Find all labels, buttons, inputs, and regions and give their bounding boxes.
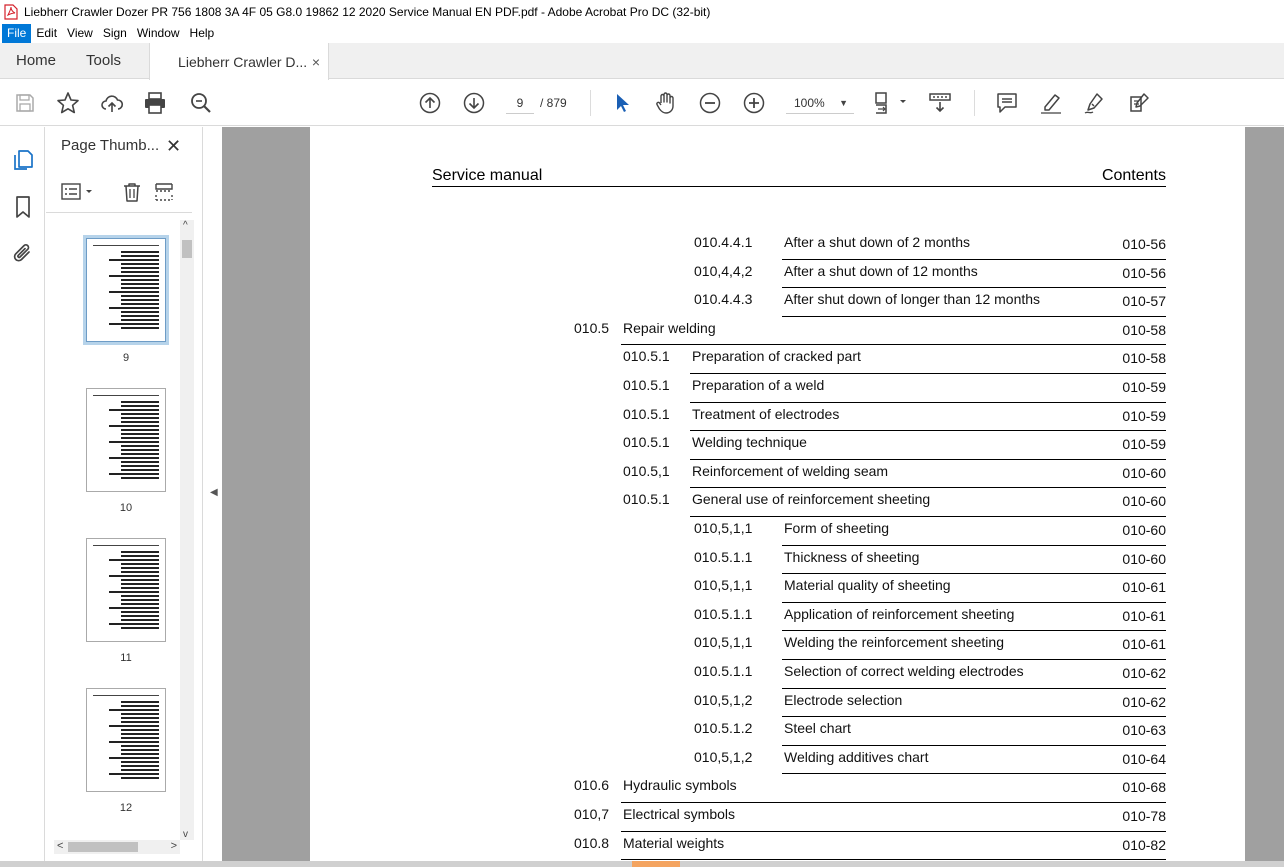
toc-page-number: 010-57 xyxy=(1122,293,1166,310)
upload-cloud-icon[interactable] xyxy=(100,91,124,115)
scroll-mode-icon[interactable] xyxy=(928,91,952,115)
left-navigation-rail xyxy=(0,127,45,867)
toc-section-title: Electrode selection xyxy=(784,691,903,708)
bookmark-star-icon[interactable] xyxy=(56,91,80,115)
toc-section-title: Material weights xyxy=(623,834,725,851)
acrobat-logo-icon xyxy=(4,4,18,20)
toc-section-number: 010,5,1,1 xyxy=(694,520,753,536)
toc-rule xyxy=(621,859,1166,860)
toc-entry[interactable] xyxy=(694,689,1166,718)
attachments-icon[interactable] xyxy=(11,241,35,265)
toc-section-number: 010.5.1.2 xyxy=(694,720,753,737)
toc-page-number: 010-59 xyxy=(1122,379,1166,395)
thumbnail-vertical-scrollbar[interactable] xyxy=(180,220,194,840)
zoom-level-select[interactable] xyxy=(786,92,854,114)
toc-entry[interactable] xyxy=(694,517,1166,546)
toc-section-number: 010.5.1 xyxy=(623,377,670,393)
toc-entry[interactable] xyxy=(694,746,1166,775)
toc-page-number: 010-62 xyxy=(1122,693,1166,710)
tab-close-icon[interactable]: × xyxy=(311,53,321,70)
toc-section-title: Electrical symbols xyxy=(623,806,736,822)
toc-page-number: 010-59 xyxy=(1122,436,1166,453)
toc-section-number: 010.5.1 xyxy=(623,348,670,365)
toc-entry[interactable] xyxy=(623,488,1166,517)
menu-sign[interactable]: Sign xyxy=(102,26,127,40)
toc-section-number: 010.5.1.1 xyxy=(694,605,753,622)
toc-section-number: 010,5,1,1 xyxy=(694,577,753,594)
scrollbar-thumb[interactable] xyxy=(68,842,138,852)
toc-page-number: 010-62 xyxy=(1122,665,1166,681)
header-left: Service manual xyxy=(432,167,543,184)
toc-section-number: 010.5.1 xyxy=(623,491,670,508)
toc-page-number: 010-63 xyxy=(1122,722,1166,739)
main-toolbar xyxy=(0,80,1284,126)
page-thumbnails-icon[interactable] xyxy=(11,147,35,171)
toc-section-title: Form of sheeting xyxy=(784,520,890,536)
menu-view[interactable]: View xyxy=(67,26,93,40)
toc-page-number: 010-78 xyxy=(1122,808,1166,824)
toc-section-number: 010,5,1,2 xyxy=(694,748,753,765)
toc-section-number: 010.4.4.1 xyxy=(694,234,753,250)
toc-page-number: 010-60 xyxy=(1122,464,1166,481)
toc-entry[interactable] xyxy=(694,231,1166,260)
toc-section-title: Treatment of electrodes xyxy=(692,405,840,422)
thumbnail-toolbar xyxy=(46,175,192,213)
save-icon[interactable] xyxy=(13,91,37,115)
close-icon[interactable]: ✕ xyxy=(166,136,182,156)
thumbnail-list[interactable] xyxy=(46,220,180,840)
document-view[interactable] xyxy=(222,127,1284,867)
toc-entry[interactable] xyxy=(694,260,1166,289)
toc-section-title: Steel chart xyxy=(784,720,851,737)
scroll-up-icon[interactable]: ^ xyxy=(183,220,188,231)
toc-entry[interactable] xyxy=(694,546,1166,575)
toc-entry[interactable] xyxy=(623,345,1166,374)
page-thumbnail-9[interactable] xyxy=(86,238,166,342)
menu-file[interactable]: File xyxy=(2,24,31,43)
thumbnail-page-number: 9 xyxy=(122,352,130,364)
toc-section-number: 010,5,1,1 xyxy=(694,634,753,651)
page-display-icon[interactable] xyxy=(874,91,908,115)
toc-page-number: 010-60 xyxy=(1122,550,1166,567)
toc-section-title: Application of reinforcement sheeting xyxy=(784,605,1015,622)
toc-entry[interactable] xyxy=(694,717,1166,746)
toc-section-title: Selection of correct welding electrodes xyxy=(784,663,1024,679)
toc-section-title: After shut down of longer than 12 months xyxy=(784,291,1041,308)
collapse-panel-icon[interactable]: ◀ xyxy=(210,487,218,498)
hand-tool-icon[interactable] xyxy=(654,91,678,115)
toc-page-number: 010-68 xyxy=(1122,779,1166,796)
toc-page-number: 010-82 xyxy=(1122,836,1166,853)
toc-section-title: Hydraulic symbols xyxy=(623,777,737,794)
menu-edit[interactable]: Edit xyxy=(36,26,58,40)
toc-section-number: 010.5.1 xyxy=(623,405,670,422)
thumbnail-page-number: 11 xyxy=(120,652,132,664)
toc-page-number: 010-60 xyxy=(1122,493,1166,510)
toc-entry[interactable] xyxy=(574,803,1166,832)
toc-entry[interactable] xyxy=(574,317,1166,346)
toc-entry[interactable] xyxy=(694,574,1166,603)
tab-document[interactable] xyxy=(149,43,329,80)
select-cursor-icon[interactable] xyxy=(610,91,634,115)
toc-section-number: 010.6 xyxy=(574,777,610,794)
bookmarks-icon[interactable] xyxy=(11,195,35,219)
toc-section-number: 010,4,4,2 xyxy=(694,262,753,279)
window-title: Liebherr Crawler Dozer PR 756 1808 3A 4F 05 G8.0 19862 12 2020 Service Manual EN PDF.pdf - Adobe Acrobat Pro DC (32-bit) xyxy=(24,5,711,19)
scrollbar-thumb[interactable] xyxy=(182,240,192,258)
toc-section-number: 010.8 xyxy=(574,834,610,851)
toc-section-number: 010.5 xyxy=(574,319,610,336)
sign-pen-icon[interactable] xyxy=(1083,91,1107,115)
toc-entry[interactable] xyxy=(694,288,1166,317)
zoom-in-icon[interactable] xyxy=(742,91,766,115)
pdf-page xyxy=(310,127,1245,867)
toc-entry[interactable] xyxy=(623,431,1166,460)
scrollbar-thumb[interactable] xyxy=(632,861,680,867)
toc-section-number: 010,7 xyxy=(574,806,610,822)
print-icon[interactable] xyxy=(143,91,167,115)
thumbnail-page-number: 12 xyxy=(119,802,133,814)
scroll-left-icon[interactable]: < xyxy=(57,840,64,852)
toc-section-title: Preparation of a weld xyxy=(692,377,825,393)
toc-section-title: Repair welding xyxy=(623,319,716,336)
scroll-down-icon[interactable]: v xyxy=(183,829,188,840)
tab-home[interactable]: Home xyxy=(16,52,57,69)
toc-page-number: 010-61 xyxy=(1122,636,1166,653)
next-page-icon[interactable] xyxy=(462,91,486,115)
zoom-out-icon[interactable] xyxy=(698,91,722,115)
comment-icon[interactable] xyxy=(995,91,1019,115)
toc-section-title: After a shut down of 12 months xyxy=(784,262,978,279)
page-thumbnails-panel xyxy=(46,127,202,867)
toc-entry[interactable] xyxy=(623,374,1166,403)
page-number-input[interactable] xyxy=(506,92,534,114)
toc-entry[interactable] xyxy=(694,631,1166,660)
toc-section-title: Welding the reinforcement sheeting xyxy=(784,634,1004,651)
toolbar-divider xyxy=(590,90,591,116)
toc-page-number: 010-56 xyxy=(1122,236,1166,252)
toc-section-number: 010.5.1.1 xyxy=(694,663,753,679)
tab-document-label: Liebherr Crawler D... xyxy=(178,53,308,70)
toc-section-number: 010.5.1.1 xyxy=(694,548,753,565)
toc-section-title: General use of reinforcement sheeting xyxy=(692,491,931,508)
panel-title: Page Thumb... xyxy=(61,137,160,154)
menu-bar xyxy=(0,24,1284,43)
toolbar-divider xyxy=(974,90,975,116)
tab-tools[interactable]: Tools xyxy=(86,52,122,69)
tab-bar xyxy=(0,43,1284,79)
menu-window[interactable]: Window xyxy=(136,26,180,40)
toc-section-title: Reinforcement of welding seam xyxy=(692,462,889,479)
toc-page-number: 010-60 xyxy=(1122,522,1166,538)
thumbnail-options-icon[interactable] xyxy=(60,180,96,204)
toc-entry[interactable] xyxy=(694,603,1166,632)
thumbnail-page-number: 10 xyxy=(119,502,133,514)
toc-section-number: 010,5,1,2 xyxy=(694,691,753,708)
toc-page-number: 010-64 xyxy=(1122,750,1166,767)
bottom-scrollbar[interactable] xyxy=(0,861,1284,867)
toc-page-number: 010-61 xyxy=(1122,579,1166,596)
toc-entry[interactable] xyxy=(694,660,1166,689)
toc-section-number: 010.5.1 xyxy=(623,434,670,451)
menu-help[interactable]: Help xyxy=(189,26,215,40)
toc-page-number: 010-61 xyxy=(1122,607,1166,624)
scroll-right-icon[interactable]: > xyxy=(170,840,177,852)
replace-pages-icon[interactable] xyxy=(152,180,176,204)
toc-page-number: 010-58 xyxy=(1122,350,1166,367)
toc-entry[interactable] xyxy=(574,832,1166,861)
page-thumbnail-10[interactable] xyxy=(86,388,166,492)
toc-section-title: Welding technique xyxy=(692,434,807,451)
highlight-pen-icon[interactable] xyxy=(1039,91,1063,115)
delete-icon[interactable] xyxy=(120,180,144,204)
toc-section-title: Material quality of sheeting xyxy=(784,577,951,594)
page-thumbnail-11[interactable] xyxy=(86,538,166,642)
toc-section-number: 010.4.4.3 xyxy=(694,291,753,308)
page-total: / 879 xyxy=(540,96,567,110)
toc-page-number: 010-59 xyxy=(1122,407,1166,424)
toc-page-number: 010-56 xyxy=(1122,264,1166,281)
previous-page-icon[interactable] xyxy=(418,91,442,115)
header-right: Contents xyxy=(1101,167,1166,184)
chevron-down-icon: ▼ xyxy=(839,97,848,108)
zoom-search-icon[interactable] xyxy=(189,91,213,115)
toc-page-number: 010-58 xyxy=(1122,321,1166,338)
page-thumbnail-12[interactable] xyxy=(86,688,166,792)
panel-splitter[interactable] xyxy=(202,127,222,867)
toc-section-title: Welding additives chart xyxy=(784,748,929,765)
toc-entry[interactable] xyxy=(623,460,1166,489)
title-bar xyxy=(0,0,1284,24)
page-header xyxy=(432,165,1166,187)
toc-entry[interactable] xyxy=(623,403,1166,432)
fill-sign-icon[interactable] xyxy=(1127,91,1151,115)
thumbnail-horizontal-scrollbar[interactable] xyxy=(54,840,180,854)
zoom-level-value: 100% xyxy=(794,95,825,110)
toc-section-title: Preparation of cracked part xyxy=(692,348,861,365)
toc-section-number: 010.5,1 xyxy=(623,462,670,479)
toc-entry[interactable] xyxy=(574,774,1166,803)
toc-section-title: After a shut down of 2 months xyxy=(784,234,970,250)
toc-section-title: Thickness of sheeting xyxy=(784,548,920,565)
